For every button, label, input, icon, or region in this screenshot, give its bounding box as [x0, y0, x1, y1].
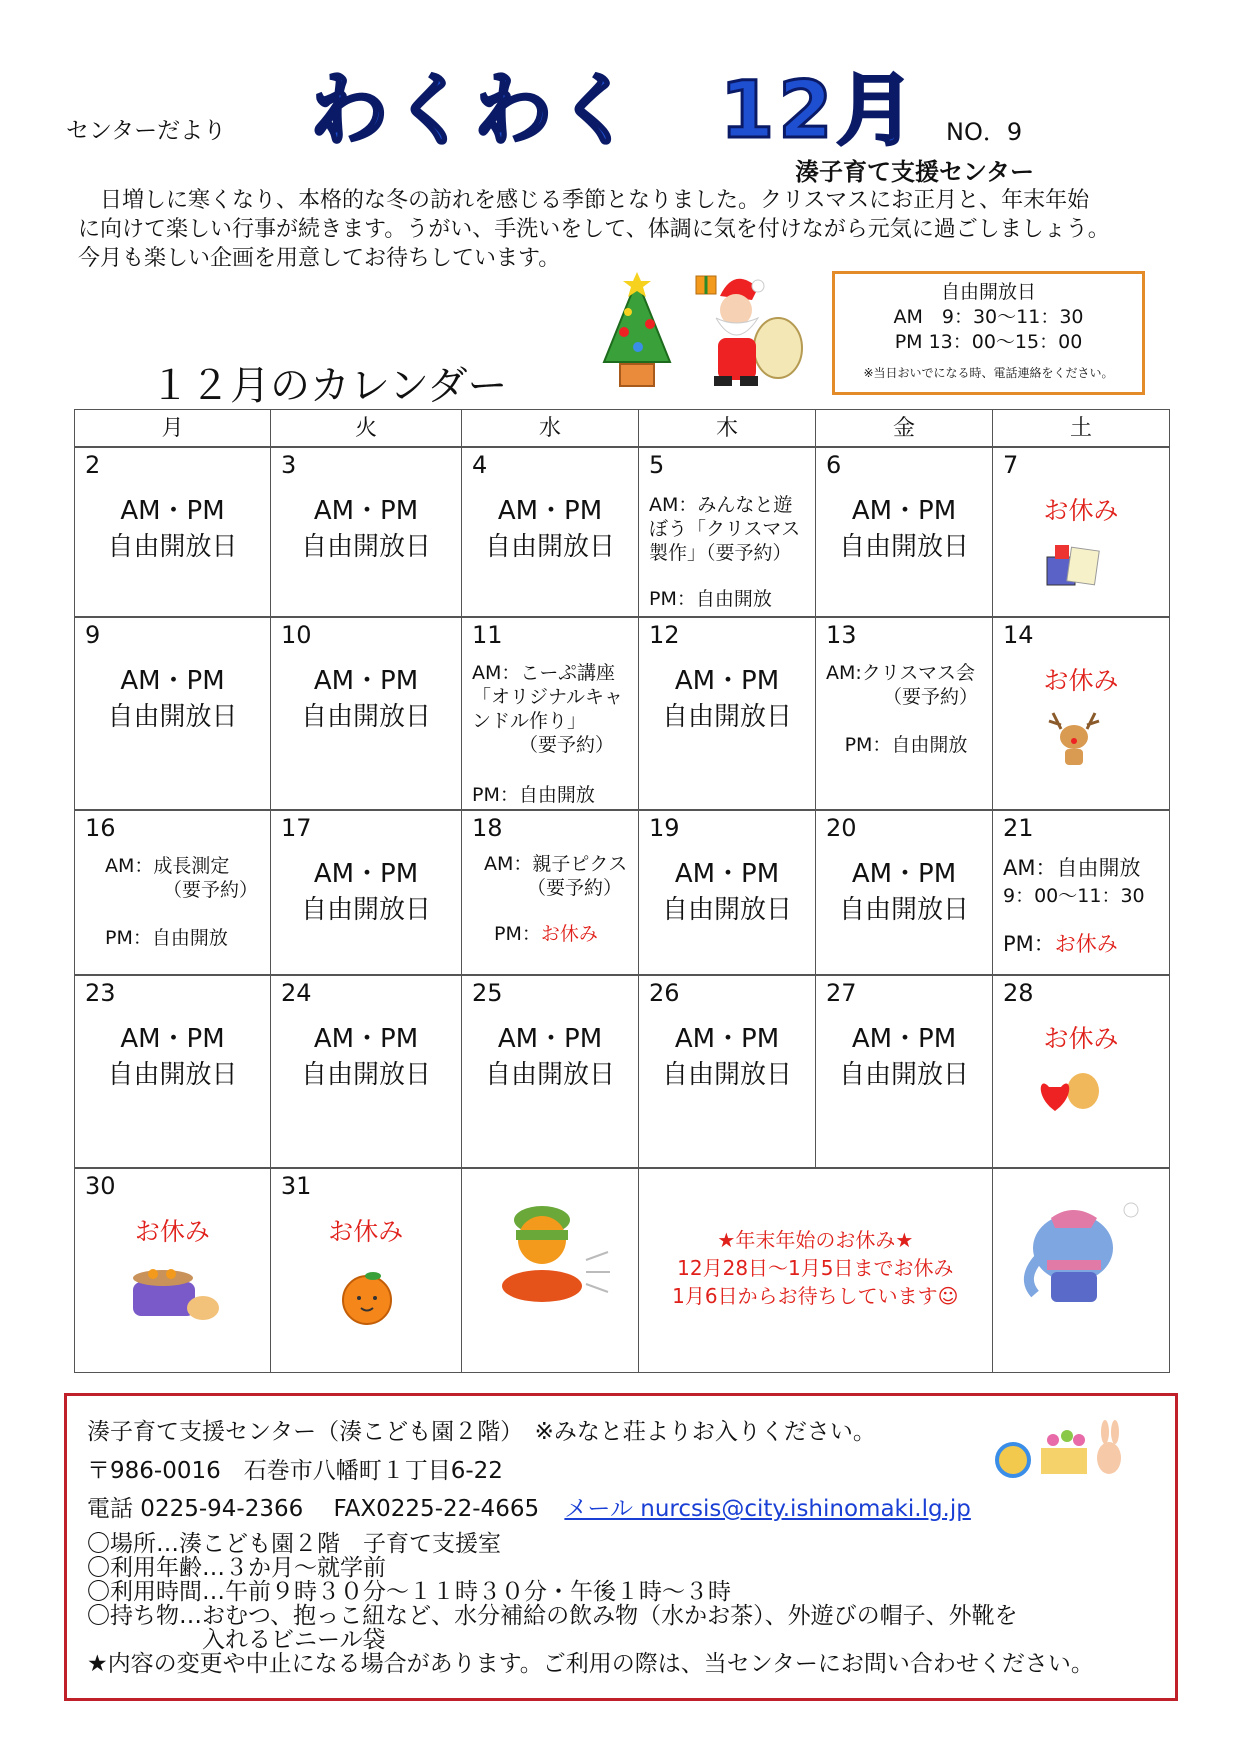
open-hours-title: 自由開放日 — [940, 281, 1036, 303]
calendar-day — [815, 809, 993, 976]
calendar-day — [815, 616, 993, 811]
calendar-day — [270, 1167, 462, 1373]
calendar-day — [461, 446, 639, 618]
calendar-week — [75, 1168, 1170, 1373]
day-number: 26 — [649, 979, 680, 1007]
organization-name: 湊子育て支援センター — [795, 158, 1035, 186]
holiday-notice-title: ★年末年始のお休み★ — [717, 1228, 914, 1252]
contact-postal-address: 〒986-0016 石巻市八幡町１丁目6-22 — [87, 1458, 503, 1484]
day-number: 19 — [649, 814, 680, 842]
calendar-day — [74, 1167, 271, 1373]
closed-label: お休み — [134, 1217, 210, 1246]
calendar-day — [815, 974, 993, 1169]
calendar-day — [270, 616, 462, 811]
day-number: 16 — [85, 814, 116, 842]
day-number: 5 — [649, 451, 665, 479]
calendar-day — [74, 616, 271, 811]
calendar-day — [638, 616, 816, 811]
day-event: AM・PM 自由開放日 — [661, 859, 792, 925]
day-event: AM・PM 自由開放日 — [300, 496, 431, 562]
banner-title: わくわく 12月 — [310, 66, 919, 156]
day-number: 2 — [85, 451, 101, 479]
intro-line: 今月も楽しい企画を用意してお待ちしています。 — [78, 246, 561, 271]
day-number: 24 — [281, 979, 312, 1007]
day-number: 14 — [1003, 621, 1034, 649]
usage-info-line: 〇場所…湊こども園２階 子育て支援室 — [87, 1531, 501, 1557]
calendar-day — [74, 974, 271, 1169]
calendar-day — [461, 616, 639, 811]
gift-illustration — [1043, 541, 1101, 589]
open-hours-pm: PM 13：00～15：00 — [894, 331, 1083, 353]
holiday-notice-line: 12月28日～1月5日までお休み — [677, 1256, 954, 1280]
day-event: AM：成長測定 （要予約） — [105, 855, 259, 901]
calendar-day — [461, 1167, 639, 1373]
holiday-notice-line: 1月6日からお待ちしています☺ — [672, 1284, 959, 1308]
calendar — [75, 410, 1170, 1373]
usage-info-line: ★内容の変更や中止になる場合があります。ご利用の際は、当センターにお問い合わせください。 — [87, 1651, 1094, 1677]
day-event: AM:クリスマス会 （要予約） — [826, 662, 978, 708]
rabbit-cart-illustration — [995, 1418, 1135, 1488]
day-event: AM：こーぷ講座 「オリジナルキャ ンドル作り」 （要予約） — [472, 662, 624, 756]
day-event: AM・PM 自由開放日 — [838, 1024, 969, 1090]
holiday-notice — [639, 1226, 993, 1310]
calendar-day — [992, 446, 1170, 618]
day-event: AM・PM 自由開放日 — [107, 496, 238, 562]
day-event: AM・PM 自由開放日 — [107, 666, 238, 732]
calendar-week — [75, 617, 1170, 811]
contact-info-box — [64, 1393, 1178, 1701]
calendar-title: １２月のカレンダー — [150, 363, 508, 409]
intro-line: に向けて楽しい行事が続きます。うがい、手洗いをして、体調に気を付けながら元気に過ごしましょう。 — [78, 217, 1110, 242]
usage-info-line: 〇利用年齢…３か月～就学前 — [87, 1555, 386, 1581]
day-event: AM・PM 自由開放日 — [300, 1024, 431, 1090]
weekday-header: 月 — [74, 409, 271, 448]
contact-address-note: 湊子育て支援センター（湊こども園２階） ※みなと荘よりお入りください。 — [87, 1419, 876, 1445]
calendar-week — [75, 810, 1170, 976]
usage-info-line: 〇利用時間…午前９時３０分～１１時３０分・午後１時～３時 — [87, 1579, 731, 1605]
issue-number: NO．9 — [946, 118, 1023, 146]
day-event: AM・PM 自由開放日 — [484, 1024, 615, 1090]
calendar-day — [74, 809, 271, 976]
day-number: 23 — [85, 979, 116, 1007]
closed-label: お休み — [1043, 496, 1119, 525]
contact-phone-line — [87, 1495, 971, 1523]
child-running-illustration — [490, 1200, 616, 1312]
calendar-day — [638, 809, 816, 976]
weekday-header: 金 — [815, 409, 993, 448]
day-event-pm: PM：自由開放 — [649, 588, 772, 610]
day-event: AM：みんなと遊 ぼう「クリスマス 製作」（要予約） — [649, 494, 801, 564]
open-hours-note: ※当日おいでになる時、電話連絡をください。 — [863, 366, 1114, 380]
calendar-day — [461, 809, 639, 976]
calendar-day — [74, 446, 271, 618]
calendar-week — [75, 447, 1170, 618]
usage-info-line: 入れるビニール袋 — [87, 1627, 386, 1653]
day-number: 7 — [1003, 451, 1019, 479]
reindeer-illustration — [1043, 709, 1105, 767]
calendar-day — [992, 1167, 1170, 1373]
calendar-day — [992, 616, 1170, 811]
open-hours-am: AM 9：30～11：30 — [893, 306, 1084, 328]
day-number: 18 — [472, 814, 503, 842]
squirrel-heart-illustration — [1033, 1067, 1105, 1117]
calendar-week — [75, 975, 1170, 1169]
closed-label: お休み — [1043, 666, 1119, 695]
christmas-tree-illustration — [598, 272, 676, 390]
intro-text — [78, 186, 1158, 273]
day-number: 9 — [85, 621, 101, 649]
newsletter-label: センターだより — [66, 118, 227, 144]
closed-label: お休み — [1043, 1024, 1119, 1053]
day-event: AM・PM 自由開放日 — [838, 496, 969, 562]
day-event: AM：自由開放 9：00～11：30 — [1003, 856, 1145, 907]
day-event-pm: PM：自由開放 — [472, 784, 595, 806]
day-event: AM・PM 自由開放日 — [107, 1024, 238, 1090]
calendar-day — [992, 809, 1170, 976]
usage-info — [87, 1532, 1094, 1676]
usage-info-line: 〇持ち物…おむつ、抱っこ紐など、水分補給の飲み物（水かお茶）、外遊びの帽子、外靴を — [87, 1603, 1018, 1629]
day-number: 27 — [826, 979, 857, 1007]
day-number: 6 — [826, 451, 842, 479]
day-number: 10 — [281, 621, 312, 649]
day-event: AM・PM 自由開放日 — [484, 496, 615, 562]
day-number: 25 — [472, 979, 503, 1007]
day-event-pm: PM：お休み — [494, 923, 598, 945]
day-number: 13 — [826, 621, 857, 649]
holiday-notice-cell — [638, 1167, 994, 1373]
kotatsu-illustration — [127, 1264, 223, 1324]
closed-label: お休み — [328, 1217, 404, 1246]
day-event-pm: PM：お休み — [1003, 932, 1118, 956]
day-number: 11 — [472, 621, 503, 649]
calendar-day — [270, 974, 462, 1169]
calendar-day — [992, 974, 1170, 1169]
calendar-day — [815, 446, 993, 618]
day-event: AM・PM 自由開放日 — [300, 859, 431, 925]
day-event: AM・PM 自由開放日 — [661, 1024, 792, 1090]
santa-illustration — [692, 266, 804, 390]
day-event: AM・PM 自由開放日 — [838, 859, 969, 925]
calendar-day — [461, 974, 639, 1169]
day-number: 20 — [826, 814, 857, 842]
day-number: 31 — [280, 1172, 312, 1200]
weekday-header: 木 — [638, 409, 816, 448]
day-event: AM・PM 自由開放日 — [661, 666, 792, 732]
weekday-header: 火 — [270, 409, 462, 448]
day-event: AM・PM 自由開放日 — [300, 666, 431, 732]
day-number: 12 — [649, 621, 680, 649]
day-event: AM：親子ピクス （要予約） — [484, 853, 628, 899]
mandarin-orange-illustration — [337, 1266, 397, 1326]
weekday-header: 土 — [992, 409, 1170, 448]
day-event-pm: PM：自由開放 — [844, 734, 968, 756]
day-event-pm: PM：自由開放 — [105, 927, 228, 949]
contact-phone-fax: 電話 0225-94-2366 FAX0225-22-4665 — [87, 1496, 540, 1522]
calendar-day — [270, 446, 462, 618]
calendar-day — [638, 446, 816, 618]
day-number: 4 — [472, 451, 488, 479]
day-number: 3 — [281, 451, 297, 479]
elephant-illustration — [1011, 1198, 1151, 1316]
day-number: 28 — [1003, 979, 1034, 1007]
day-number: 21 — [1003, 814, 1034, 842]
calendar-day — [270, 809, 462, 976]
intro-line: 日増しに寒くなり、本格的な冬の訪れを感じる季節となりました。クリスマスにお正月と、年末年始 — [78, 188, 1090, 213]
day-number: 17 — [281, 814, 312, 842]
open-hours-box — [832, 271, 1145, 395]
weekday-header: 水 — [461, 409, 639, 448]
calendar-day — [638, 974, 816, 1169]
weekday-header-row — [75, 410, 1170, 448]
contact-email-link[interactable]: メール nurcsis@city.ishinomaki.lg.jp — [564, 1496, 971, 1522]
day-number: 30 — [85, 1172, 116, 1200]
